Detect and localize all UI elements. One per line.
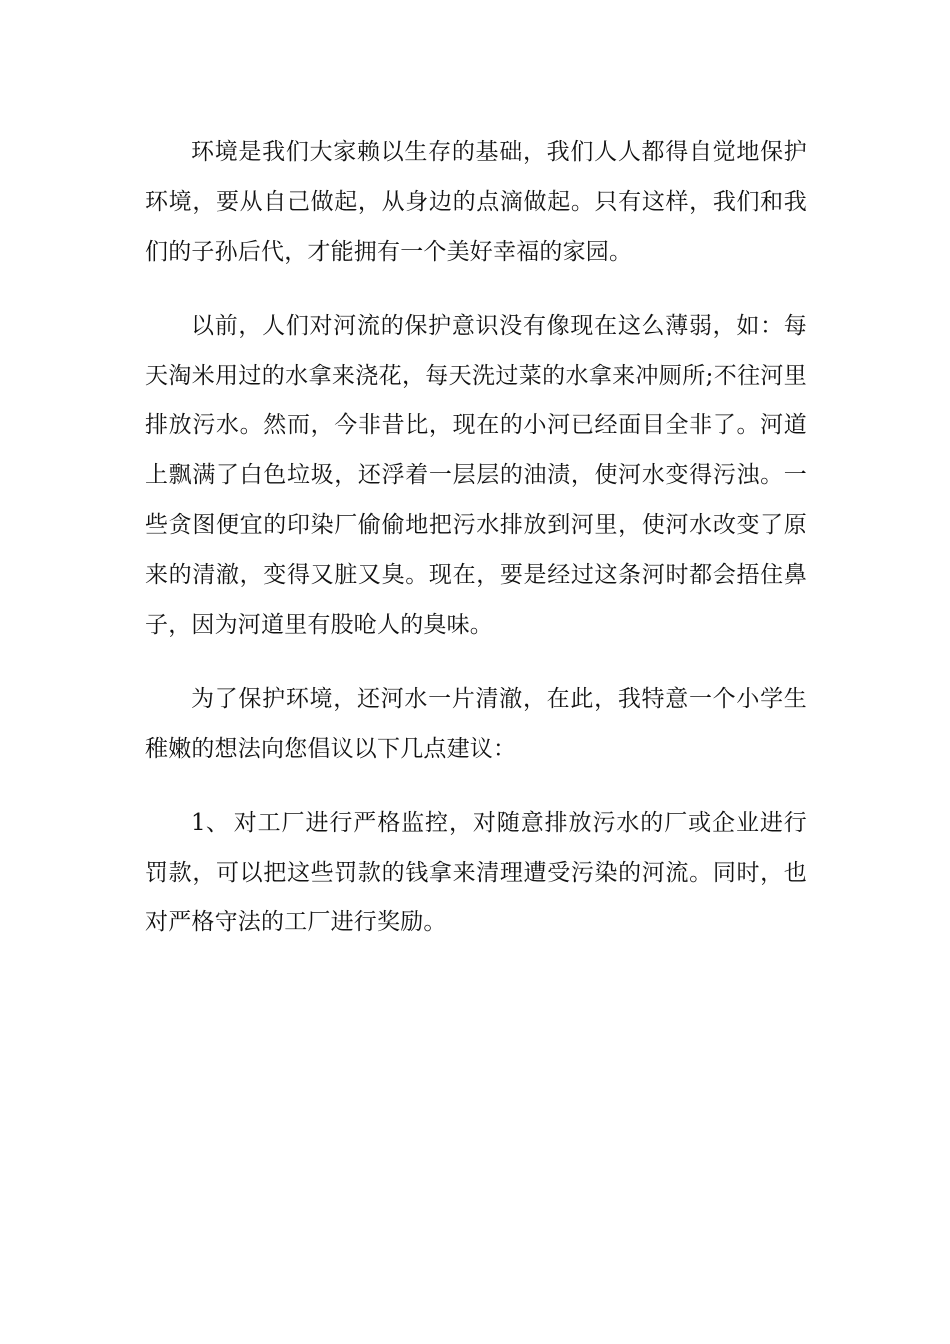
list-item-number: 1、 bbox=[191, 809, 230, 836]
list-item-suggestion bbox=[145, 799, 807, 948]
paragraph-proposal-intro: 为了保护环境，还河水一片清澈，在此，我特意一个小学生稚嫩的想法向您倡议以下几点建议： bbox=[145, 685, 807, 762]
document-body bbox=[145, 128, 807, 948]
list-item-text: 对工厂进行严格监控，对随意排放污水的厂或企业进行罚款，可以把这些罚款的钱拿来清理遭受污染的河流。同时，也对严格守法的工厂进行奖励。 bbox=[145, 809, 807, 936]
paragraph-environment-intro: 环境是我们大家赖以生存的基础，我们人人都得自觉地保护环境，要从自己做起，从身边的点滴做起。只有这样，我们和我们的子孙后代，才能拥有一个美好幸福的家园。 bbox=[145, 139, 807, 265]
paragraph-river-pollution: 以前，人们对河流的保护意识没有像现在这么薄弱，如：每天淘米用过的水拿来浇花，每天洗过菜的水拿来冲厕所;不往河里排放污水。然而，今非昔比，现在的小河已经面目全非了。河道上飘满了白色垃圾，还浮着一层层的油渍，使河水变得污浊。一些贪图便宜的印染厂偷偷地把污水排放到河里，使河水改变了原来的清澈，变得又脏又臭。现在，要是经过这条河时都会捂住鼻子，因为河道里有股呛人的臭味。 bbox=[145, 312, 807, 638]
